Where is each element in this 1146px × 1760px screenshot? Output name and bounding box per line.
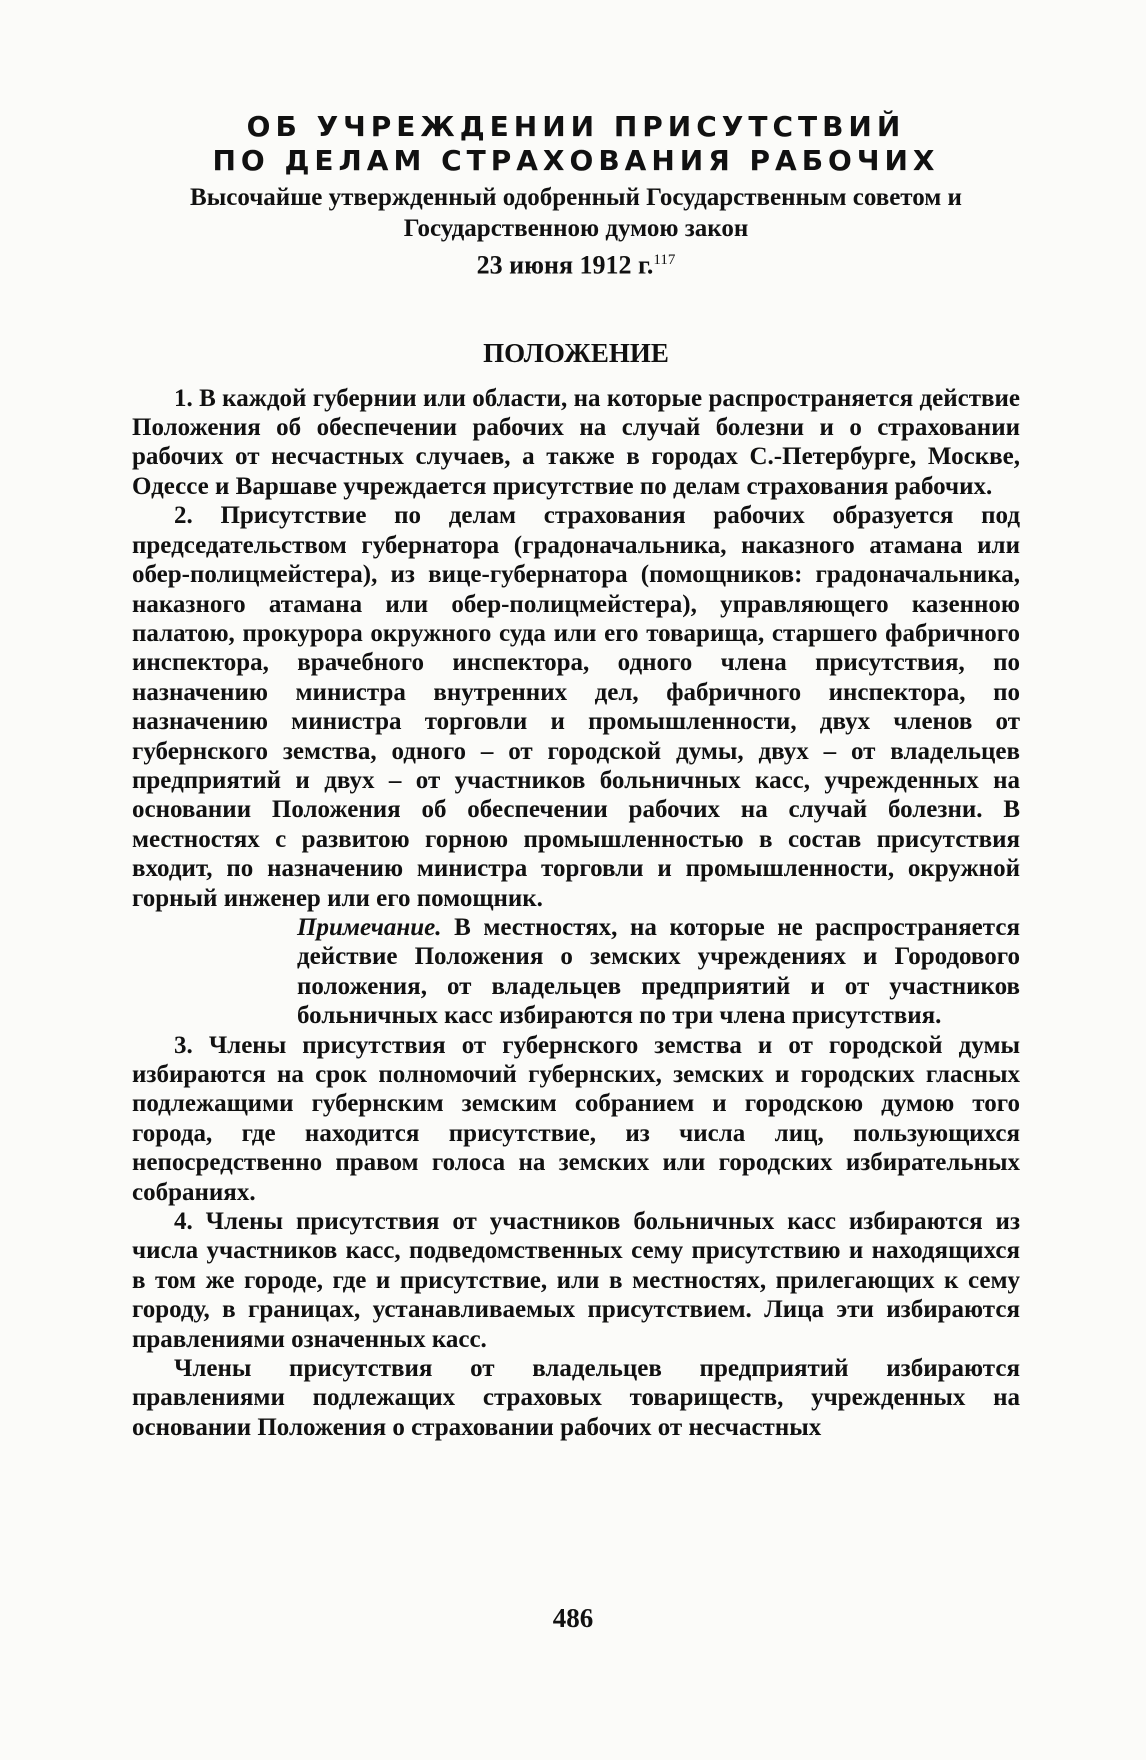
document-title-line2: ПО ДЕЛАМ СТРАХОВАНИЯ РАБОЧИХ: [212, 144, 940, 177]
paragraph-1: 1. В каждой губернии или области, на которые распространяется действие Положения об обеспечении рабочих на случай болезни и о страховании рабочих от несчастных случаев, а также в городах С.-Петербурге, Москве, Одессе и Варшаве учреждается присутствие по делам страхования рабочих.: [132, 384, 1020, 500]
paragraph-5: Члены присутствия от владельцев предприятий избираются правлениями подлежащих страховых товариществ, учрежденных на основании Положения о страховании рабочих от несчастных: [132, 1355, 1020, 1441]
section-heading: ПОЛОЖЕНИЕ: [483, 337, 669, 368]
note-label: Примечание.: [297, 913, 442, 941]
page-number: 486: [552, 1603, 594, 1633]
paragraph-2: 2. Присутствие по делам страхования рабочих образуется под председательством губернатора (градоначальника, наказного атамана или обер-полицмейстера), из вице-губернатора (помощников: градоначальника, наказного атамана или обер-полицмейстера), управляющего казенною палатою, прокурора окружного суда или его товарища, старшего фабричного инспектора, врачебного инспектора, одного члена присутствия, по назначению министра внутренних дел, фабричного инспектора, по назначению министра торговли и промышленности, двух членов от губернского земства, одного – от городской думы, двух – от владельцев предприятий и двух – от участников больничных касс, учрежденных на основании Положения об обеспечении рабочих на случай болезни. В местностях с развитою горною промышленностью в состав присутствия входит, по назначению министра торговли и промышленности, окружной горный инженер или его помощник.: [132, 502, 1020, 912]
document-date: [132, 244, 1020, 282]
note-text: В местностях, на которые не распространяется действие Положения о земских учреждениях и Городового положения, от владельцев предприятий и от участников больничных касс избираются по три члена присутствия.: [297, 913, 1020, 1030]
paragraph-4: 4. Члены присутствия от участников больничных касс избираются из числа участников касс, подведомственных сему присутствию и находящихся в том же городе, где и присутствие, или в местностях, прилегающих к сему городу, в границах, устанавливаемых присутствием. Лица эти избираются правлениями означенных касс.: [132, 1208, 1020, 1353]
note-block: [297, 913, 1020, 1031]
footnote-mark: 117: [653, 252, 676, 268]
date-text: 23 июня 1912 г.: [476, 250, 654, 280]
document-subtitle: Высочайше утвержденный одобренный Государственным советом и Государственною думою закон: [190, 184, 962, 242]
document-page: [132, 110, 1020, 1442]
document-title-line1: ОБ УЧРЕЖДЕНИИ ПРИСУТСТВИЙ: [246, 110, 906, 143]
paragraph-3: 3. Члены присутствия от губернского земства и от городской думы избираются на срок полномочий губернских, земских и городских гласных подлежащими губернским земским собранием и городскою думою того города, где находится присутствие, из числа лиц, пользующихся непосредственно правом голоса на земских или городских избирательных собраниях.: [132, 1031, 1020, 1206]
document-body: [132, 384, 1020, 1443]
